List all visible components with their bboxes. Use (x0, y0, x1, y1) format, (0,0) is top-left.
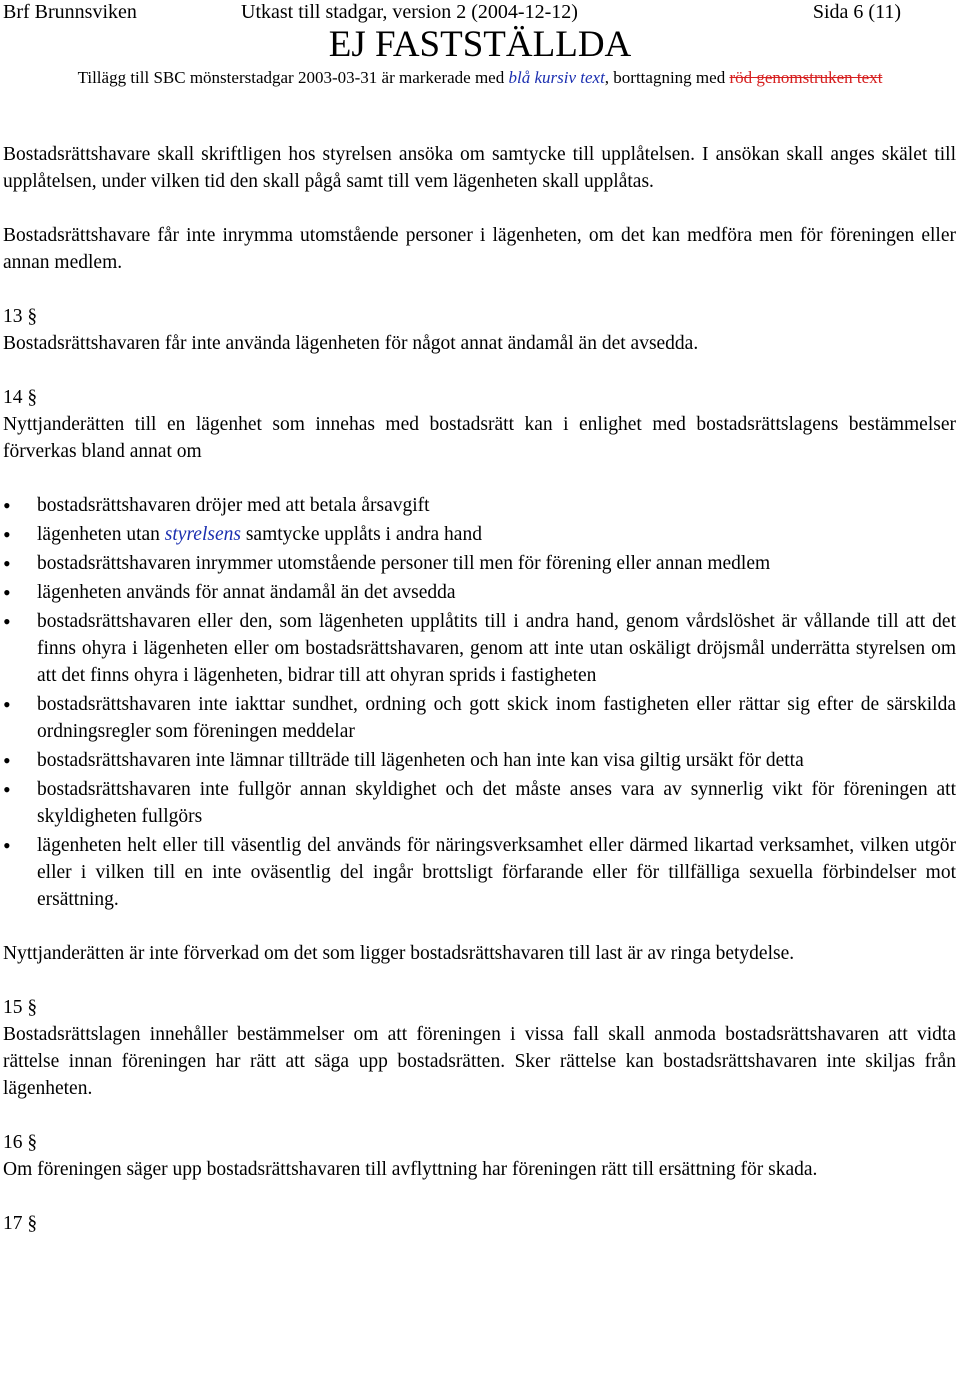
section-14-outro: Nyttjanderätten är inte förverkad om det som ligger bostadsrättshavaren till last är av ringa betydelse. (3, 943, 795, 964)
status-stamp: EJ FASTSTÄLLDA (328, 24, 632, 65)
section-16 (3, 1129, 956, 1183)
section-15-heading: 15 § (3, 997, 38, 1018)
header-page-number: Sida 6 (11) (812, 1, 901, 23)
list-item-text: lägenheten utan (37, 524, 165, 545)
section-16-text: Om föreningen säger upp bostadsrättshavaren till avflyttning har föreningen rätt till ersättning för skada. (3, 1159, 818, 1180)
section-13-heading: 13 § (3, 306, 38, 327)
section-13-text: Bostadsrättshavaren får inte använda lägenheten för något annat ändamål än det avsedda. (3, 333, 699, 354)
added-text: styrelsens (164, 524, 241, 545)
paragraph-sublet-application: Bostadsrättshavare skall skriftligen hos styrelsen ansöka om samtycke till upplåtelsen. I ansökan skall anges skälet till upplåtelsen, under vilken tid den skall pågå samt till vem lägenheten skall upplåtas. (3, 144, 956, 192)
list-item: • bostadsrättshavaren dröjer med att betala årsavgift (3, 492, 956, 519)
list-item: • bostadsrättshavaren inrymmer utomstående personer till men för förening eller annan medlem (3, 550, 956, 577)
page-header (3, 0, 953, 26)
section-16-heading: 16 § (3, 1132, 38, 1153)
section-17-heading: 17 § (3, 1213, 38, 1234)
header-document-title: Utkast till stadgar, version 2 (2004-12-12) (241, 1, 578, 23)
list-item: • lägenheten helt eller till väsentlig del används för näringsverksamhet eller därmed likartad verksamhet, vilken utgör eller i vilken till en inte oväsentlig del ingår brottsligt förfarande eller för tillfälliga sexuella förbindelser mot ersättning. (3, 832, 956, 913)
section-15-text: Bostadsrättslagen innehåller bestämmelser om att föreningen i vissa fall skall anmoda bostadsrättshavaren att vidta rättelse innan föreningen har rätt att säga upp bostadsrätten. Sker rättelse kan bostadsrättshavaren inte skiljas från lägenheten. (3, 1024, 956, 1099)
list-item: • bostadsrättshavaren inte lämnar tillträde till lägenheten och han inte kan visa giltig ursäkt för detta (3, 747, 956, 774)
forfeiture-list (3, 492, 956, 913)
list-item (3, 521, 956, 548)
header-organization: Brf Brunnsviken (3, 1, 137, 23)
section-15 (3, 994, 956, 1102)
legend-added-label: blå kursiv text (508, 68, 605, 87)
section-14-intro-block (3, 384, 956, 465)
markup-legend (0, 67, 960, 89)
list-item: • lägenheten används för annat ändamål än det avsedda (3, 579, 956, 606)
paragraph-outside-persons: Bostadsrättshavare får inte inrymma utomstående personer i lägenheten, om det kan medföra men för föreningen eller annan medlem. (3, 225, 956, 273)
section-14-heading: 14 § (3, 387, 38, 408)
section-14-intro: Nyttjanderätten till en lägenhet som innehas med bostadsrätt kan i enlighet med bostadsrättslagens bestämmelser förverkas bland annat om (3, 414, 956, 462)
list-item: • bostadsrättshavaren eller den, som lägenheten upplåtits till i andra hand, genom vårdslöshet är vållande till att det finns ohyra i lägenheten eller om bostadsrättshavaren, genom att inte utan oskäligt dröjsmål underrätta styrelsen om att det finns ohyra i lägenheten, bidrar till att ohyran sprids i fastigheten (3, 608, 956, 689)
document-body (3, 141, 956, 1237)
section-17 (3, 1210, 956, 1237)
section-13 (3, 303, 956, 357)
list-item: • bostadsrättshavaren inte fullgör annan skyldighet och det måste anses vara av synnerlig vikt för föreningen att skyldigheten fullgörs (3, 776, 956, 830)
legend-removed-label: röd genomstruken text (729, 68, 883, 87)
legend-middle: , borttagning med (604, 68, 730, 87)
list-item: • bostadsrättshavaren inte iakttar sundhet, ordning och gott skick inom fastigheten eller rättar sig efter de särskilda ordningsregler som föreningen meddelar (3, 691, 956, 745)
list-item-text: samtycke upplåts i andra hand (240, 524, 482, 545)
legend-prefix: Tillägg till SBC mönsterstadgar 2003-03-31 är markerade med (77, 68, 509, 87)
